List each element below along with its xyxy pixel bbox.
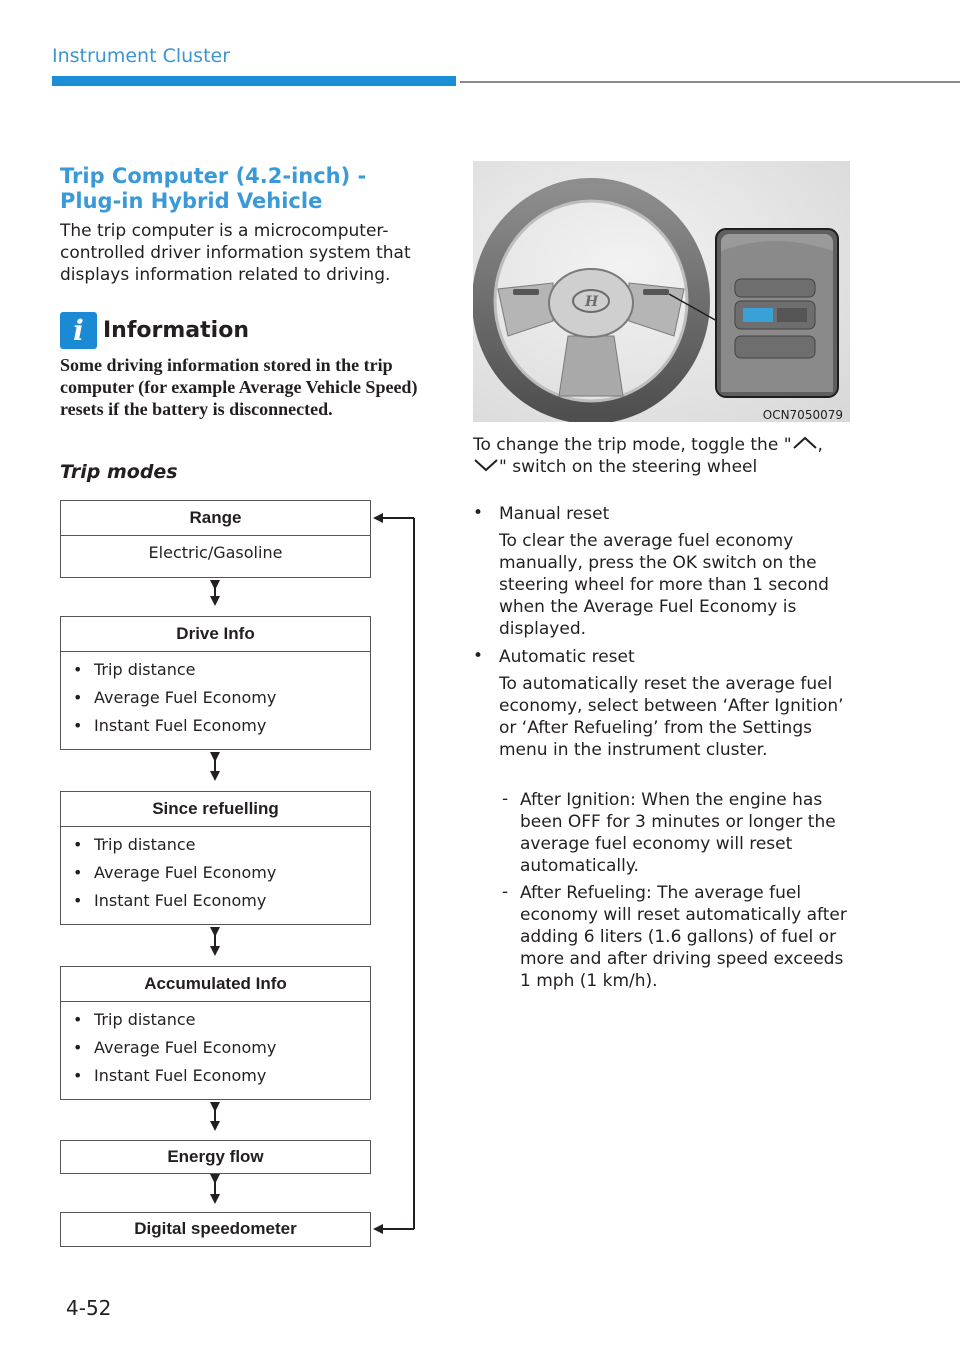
bullet: • [473,646,484,666]
mode-range-box [60,500,371,578]
mode-title: Accumulated Info [61,967,370,1002]
steering-wheel-illustration [473,161,850,422]
after-refueling-text: After Refueling: The average fuel economy will reset automatically after adding 6 liters (1.6 gallons) of fuel or more and after driving speed exceeds 1 mph (1 km/h). [520,883,847,991]
automatic-reset-label: Automatic reset [499,647,635,667]
mode-description: Electric/Gasoline [148,543,283,562]
list-item: • Instant Fuel Economy [73,716,267,735]
mode-drive-info-box [60,616,371,750]
mode-digital-speedometer-box [60,1212,371,1247]
dash-marker: - [502,789,509,809]
list-item: • Average Fuel Economy [73,1038,277,1057]
manual-reset-label: Manual reset [499,504,610,524]
list-item: • Average Fuel Economy [73,688,277,707]
information-icon: i [60,312,97,349]
after-ignition-text: After Ignition: When the engine has been OFF for 3 minutes or longer the average fuel economy will reset automatically. [520,790,836,876]
mode-title: Digital speedometer [134,1219,297,1238]
information-text: Some driving information stored in the trip computer (for example Average Vehicle Speed) resets if the battery is disconnected. [60,355,418,419]
mode-title: Drive Info [61,617,370,652]
mode-title: Range [61,501,370,536]
chevron-down-icon [473,457,499,477]
section-intro: The trip computer is a microcomputer-controlled driver information system that displays information related to driving. [60,221,411,285]
list-item: • Instant Fuel Economy [73,1066,267,1085]
list-item: • Instant Fuel Economy [73,891,267,910]
mode-accumulated-info-box [60,966,371,1100]
bullet: • [473,503,484,523]
trip-modes-heading: Trip modes [60,461,178,483]
list-item: • Trip distance [73,1010,196,1029]
list-item: • Trip distance [73,660,196,679]
steering-wheel-icon [473,161,850,422]
list-item: • Trip distance [73,835,196,854]
toggle-instruction: To change the trip mode, toggle the " , " switch on the steering wheel [473,435,823,477]
dash-marker: - [502,882,509,902]
mode-title: Since refuelling [61,792,370,827]
mode-since-refuelling-box [60,791,371,925]
information-title: Information [103,318,249,343]
chevron-up-icon [792,435,818,455]
mode-title: Energy flow [167,1147,264,1166]
page-number: 4-52 [66,1296,112,1320]
mode-energy-flow-box [60,1140,371,1174]
list-item: • Average Fuel Economy [73,863,277,882]
figure-caption: OCN7050079 [762,408,843,422]
svg-text:H: H [585,294,599,310]
manual-reset-text: To clear the average fuel economy manually, press the OK switch on the steering wheel for more than 1 second when the Average Fuel Economy is displayed. [499,531,829,639]
section-title: Trip Computer (4.2-inch) - Plug-in Hybrid Vehicle [60,164,367,213]
automatic-reset-text: To automatically reset the average fuel economy, select between ‘After Ignition’ or ‘After Refueling’ from the Settings menu in the instrument cluster. [499,674,844,760]
chapter-title: Instrument Cluster [52,45,231,67]
